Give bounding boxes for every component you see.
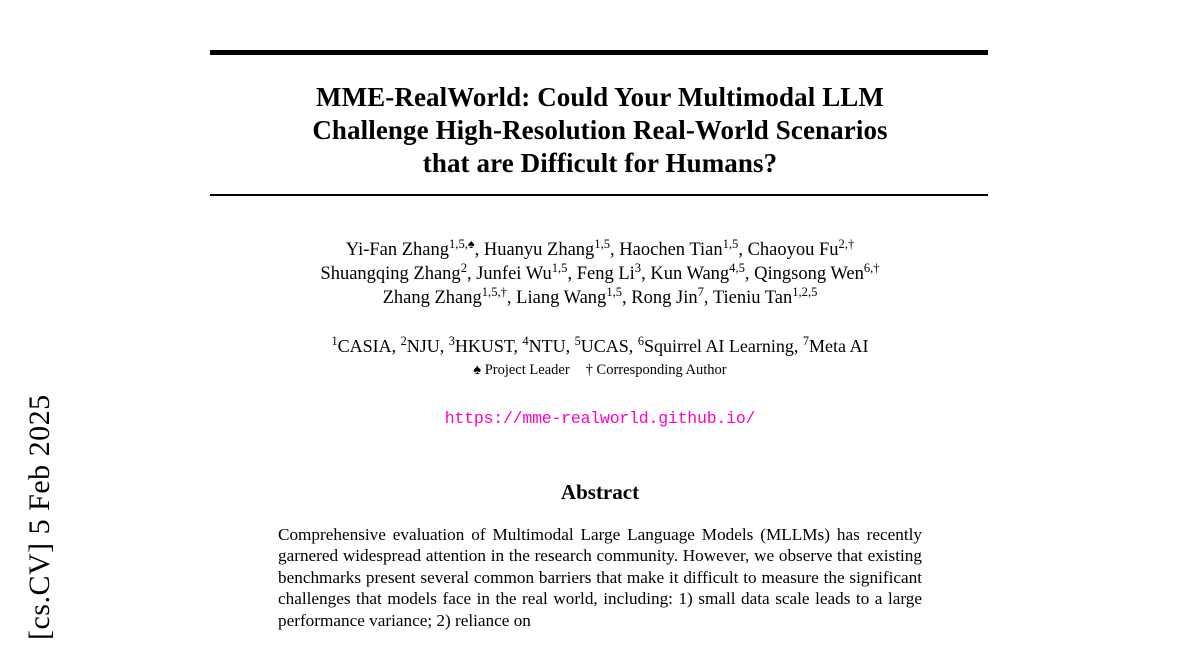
arxiv-stamp-text: [cs.CV] 5 Feb 2025	[23, 394, 56, 640]
author-line-3: Zhang Zhang$^{1,5,\dagger}$, Liang Wang$^{1,5}$, Rong Jin$^7$, Tieniu Tan$^{1,2,5}$	[382, 284, 818, 308]
author-line-1: Yi-Fan Zhang$^{1,5,♠}$, Huanyu Zhang$^{1,5}$, Haochen Tian$^{1,5}$, Chaoyou $Fu^{2,\dagger}$	[345, 236, 855, 260]
project-leader-note: ♠ Project Leader	[473, 362, 570, 378]
title-line-1: MME-RealWorld: Could Your Multimodal LLM	[315, 82, 884, 112]
affiliation-list: $^1$CASIA, $^2$NJU, $^3$HKUST, $^4$NTU, $^5$UCAS, $^6$Squirrel AI Learning, $^7$Meta AI	[331, 334, 869, 356]
title-line-3: that are Difficult for Humans?	[422, 148, 778, 178]
author-list	[210, 238, 990, 310]
project-page-link[interactable]: https://mme-realworld.github.io/	[444, 409, 756, 428]
author-line-2: Shuangqing Zhang$^2$, Junfei Wu$^{1,5}$, Feng Li$^3$, Kun Wang$^{4,5}$, Qingsong Wen$^{6,\dagger}$	[320, 260, 880, 284]
title-line-2: Challenge High-Resolution Real-World Scenarios	[312, 115, 888, 145]
title-rule-bottom	[210, 194, 988, 196]
arxiv-side-stamp	[0, 0, 80, 648]
abstract-heading: Abstract	[560, 480, 640, 504]
abstract-body	[278, 524, 922, 631]
title-rule-top	[210, 50, 988, 55]
corresponding-author-note: † Corresponding Author	[585, 362, 727, 378]
abstract-paragraph: Comprehensive evaluation of Multimodal Large Language Models (MLLMs) has recently garnered widespread attention in the research community. However, we observe that existing benchmarks present several common barriers that make it difficult to measure the significant challenges that models face in the real world, including: 1) small data scale leads to a large performance variance; 2) reliance on	[278, 525, 922, 630]
author-notes	[210, 361, 990, 379]
paper-page	[210, 0, 990, 648]
page-title	[210, 81, 990, 180]
